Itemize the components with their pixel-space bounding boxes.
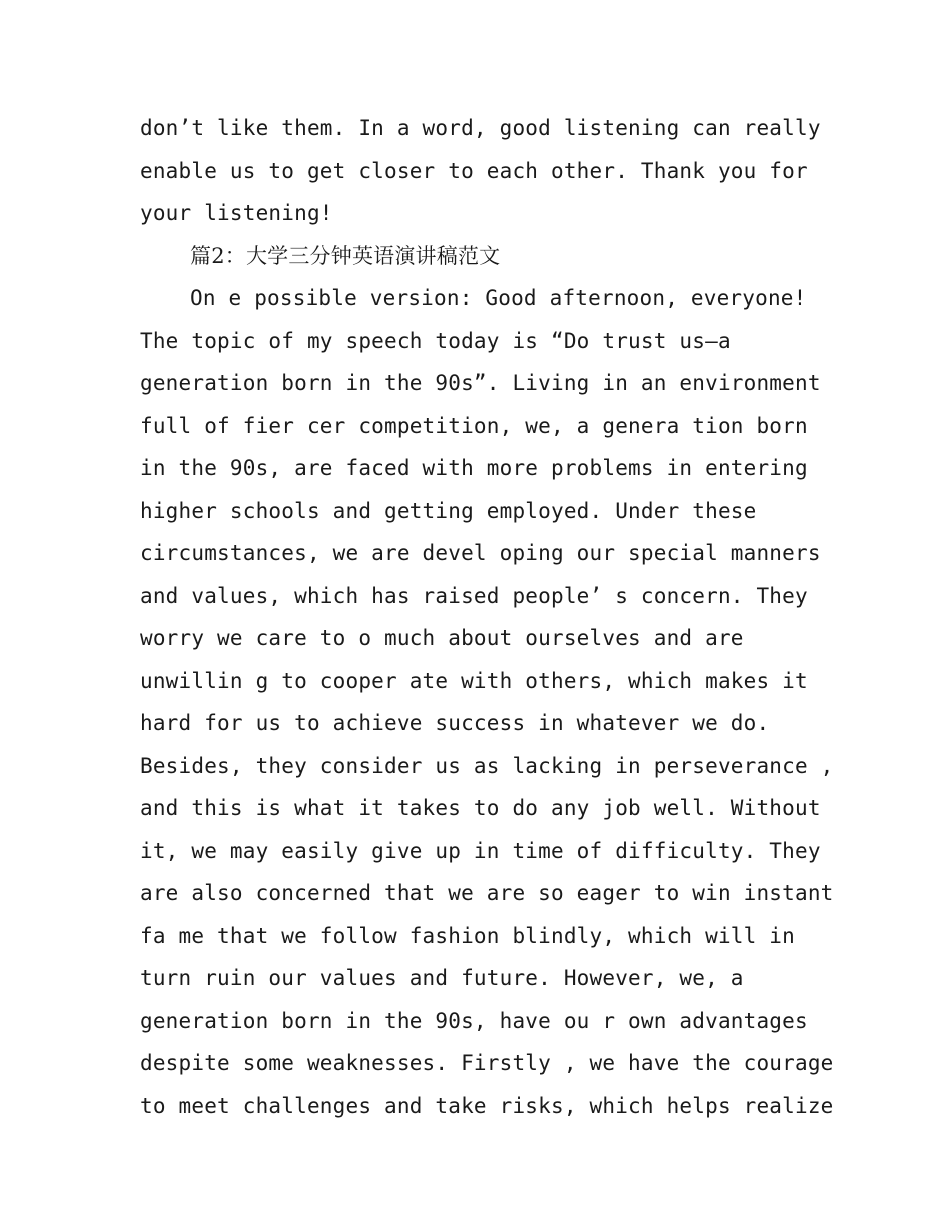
text-line: despite some weaknesses. Firstly , we have the courage bbox=[140, 1051, 834, 1075]
text-line: higher schools and getting employed. Under these bbox=[140, 498, 757, 523]
text-line: hard for us to achieve success in whatever we do. bbox=[140, 711, 770, 735]
text-line: turn ruin our values and future. However, we, a bbox=[140, 966, 744, 990]
text-line: it, we may easily give up in time of difficulty. They bbox=[140, 838, 821, 863]
paragraph-first-line: On e possible version: Good afternoon, everyone! bbox=[190, 286, 807, 310]
text-line: are also concerned that we are so eager to win instant bbox=[140, 881, 834, 905]
text-line: don’t like them. In a word, good listening can really bbox=[140, 116, 821, 140]
text-line: full of fier cer competition, we, a genera tion born bbox=[140, 413, 808, 438]
text-line: worry we care to o much about ourselves and are bbox=[140, 626, 744, 650]
text-line: and values, which has raised people’ s concern. They bbox=[140, 583, 808, 608]
text-line: in the 90s, are faced with more problems in entering bbox=[140, 456, 808, 480]
text-line: and this is what it takes to do any job well. Without bbox=[140, 796, 821, 820]
document-body bbox=[140, 107, 840, 1127]
section-heading: 篇2：大学三分钟英语演讲稿范文 bbox=[190, 243, 501, 268]
text-line: enable us to get closer to each other. Thank you for bbox=[140, 158, 808, 183]
text-line: generation born in the 90s”. Living in an environment bbox=[140, 371, 821, 395]
text-line: generation born in the 90s, have ou r own advantages bbox=[140, 1008, 808, 1033]
text-line: unwillin g to cooper ate with others, which makes it bbox=[140, 668, 808, 693]
text-line: your listening! bbox=[140, 201, 333, 225]
text-line: fa me that we follow fashion blindly, which will in bbox=[140, 923, 795, 948]
text-line: to meet challenges and take risks, which helps realize bbox=[140, 1093, 834, 1118]
text-line: circumstances, we are devel oping our special manners bbox=[140, 541, 821, 565]
text-line: Besides, they consider us as lacking in perseverance , bbox=[140, 753, 834, 778]
text-line: The topic of my speech today is “Do trust us—a bbox=[140, 328, 731, 353]
